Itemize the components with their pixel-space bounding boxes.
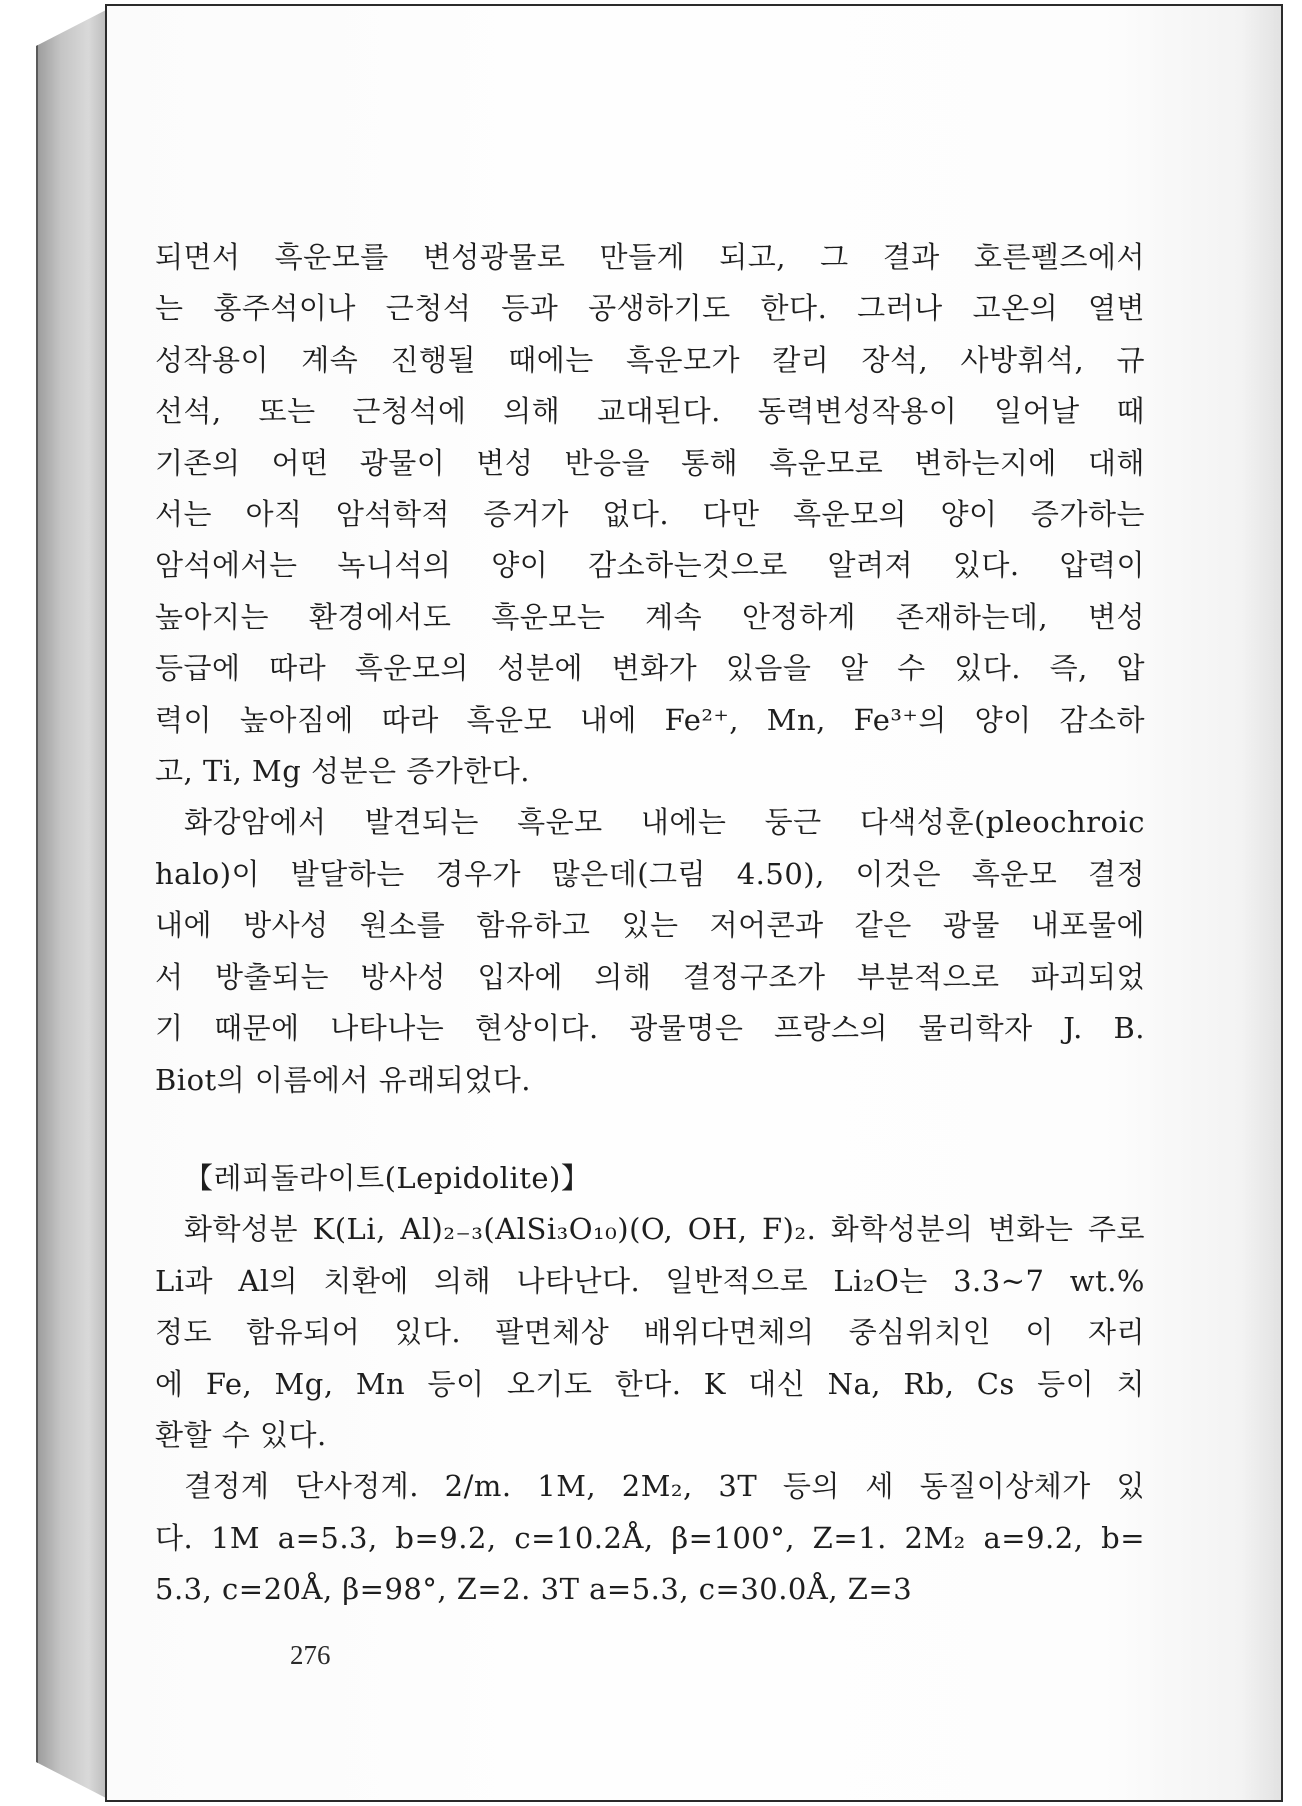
- text-line: 기 때문에 나타나는 현상이다. 광물명은 프랑스의 물리학자 J. B.: [155, 1011, 1145, 1046]
- text-line: 정도 함유되어 있다. 팔면체상 배위다면체의 중심위치인 이 자리: [155, 1315, 1145, 1350]
- text-line: 내에 방사성 원소를 함유하고 있는 저어콘과 같은 광물 내포물에: [155, 908, 1145, 943]
- section-heading: 【레피돌라이트(Lepidolite)】: [184, 1160, 591, 1195]
- text-line: 화학성분 K(Li, Al)₂₋₃(AlSi₃O₁₀)(O, OH, F)₂. 화학성분의 변화는 주로: [184, 1212, 1145, 1247]
- text-line: 결정계 단사정계. 2/m. 1M, 2M₂, 3T 등의 세 동질이상체가 있: [184, 1469, 1145, 1504]
- text-line: 환할 수 있다.: [155, 1417, 327, 1452]
- text-line: halo)이 발달하는 경우가 많은데(그림 4.50), 이것은 흑운모 결정: [155, 856, 1145, 891]
- text-line: 등급에 따라 흑운모의 성분에 변화가 있음을 알 수 있다. 즉, 압: [155, 651, 1145, 686]
- text-line: 서 방출되는 방사성 입자에 의해 결정구조가 부분적으로 파괴되었: [155, 959, 1145, 994]
- text-line: 화강암에서 발견되는 흑운모 내에는 둥근 다색성훈(pleochroic: [184, 805, 1145, 840]
- body-text: [155, 232, 1145, 1616]
- paragraph-crystal-system: [155, 1461, 1145, 1615]
- text-line: 암석에서는 녹니석의 양이 감소하는것으로 알려져 있다. 압력이: [155, 548, 1145, 583]
- text-line: 선석, 또는 근청석에 의해 교대된다. 동력변성작용이 일어날 때: [155, 394, 1145, 429]
- book-spine-edge: [36, 10, 106, 1798]
- text-line: 서는 아직 암석학적 증거가 없다. 다만 흑운모의 양이 증가하는: [155, 497, 1145, 532]
- text-line: 고, Ti, Mg 성분은 증가한다.: [155, 754, 531, 789]
- page-number: 276: [290, 1640, 331, 1670]
- text-line: 5.3, c=20Å, β=98°, Z=2. 3T a=5.3, c=30.0Å, Z=3: [155, 1572, 913, 1607]
- text-line: 에 Fe, Mg, Mn 등이 오기도 한다. K 대신 Na, Rb, Cs 등이 치: [155, 1366, 1145, 1401]
- text-line: 기존의 어떤 광물이 변성 반응을 통해 흑운모로 변하는지에 대해: [155, 445, 1145, 480]
- text-line: 되면서 흑운모를 변성광물로 만들게 되고, 그 결과 호른펠즈에서: [155, 240, 1145, 274]
- section-gap: [155, 1106, 1145, 1153]
- text-line: Biot의 이름에서 유래되었다.: [155, 1062, 531, 1097]
- text-line: 높아지는 환경에서도 흑운모는 계속 안정하게 존재하는데, 변성: [155, 599, 1145, 634]
- text-line: 력이 높아짐에 따라 흑운모 내에 Fe²⁺, Mn, Fe³⁺의 양이 감소하: [155, 702, 1145, 737]
- text-line: 성작용이 계속 진행될 때에는 흑운모가 칼리 장석, 사방휘석, 규: [155, 342, 1145, 377]
- text-line: Li과 Al의 치환에 의해 나타난다. 일반적으로 Li₂O는 3.3~7 wt.%: [155, 1263, 1145, 1298]
- paragraph-biotite-metamorphism: [155, 232, 1145, 797]
- text-line: 다. 1M a=5.3, b=9.2, c=10.2Å, β=100°, Z=1. 2M₂ a=9.2, b=: [155, 1520, 1145, 1555]
- paragraph-pleochroic-halo: [155, 797, 1145, 1105]
- page-edge-shadow: [1241, 6, 1281, 1800]
- paragraph-chemical-composition: [155, 1204, 1145, 1461]
- text-line: 는 홍주석이나 근청석 등과 공생하기도 한다. 그러나 고온의 열변: [155, 291, 1145, 326]
